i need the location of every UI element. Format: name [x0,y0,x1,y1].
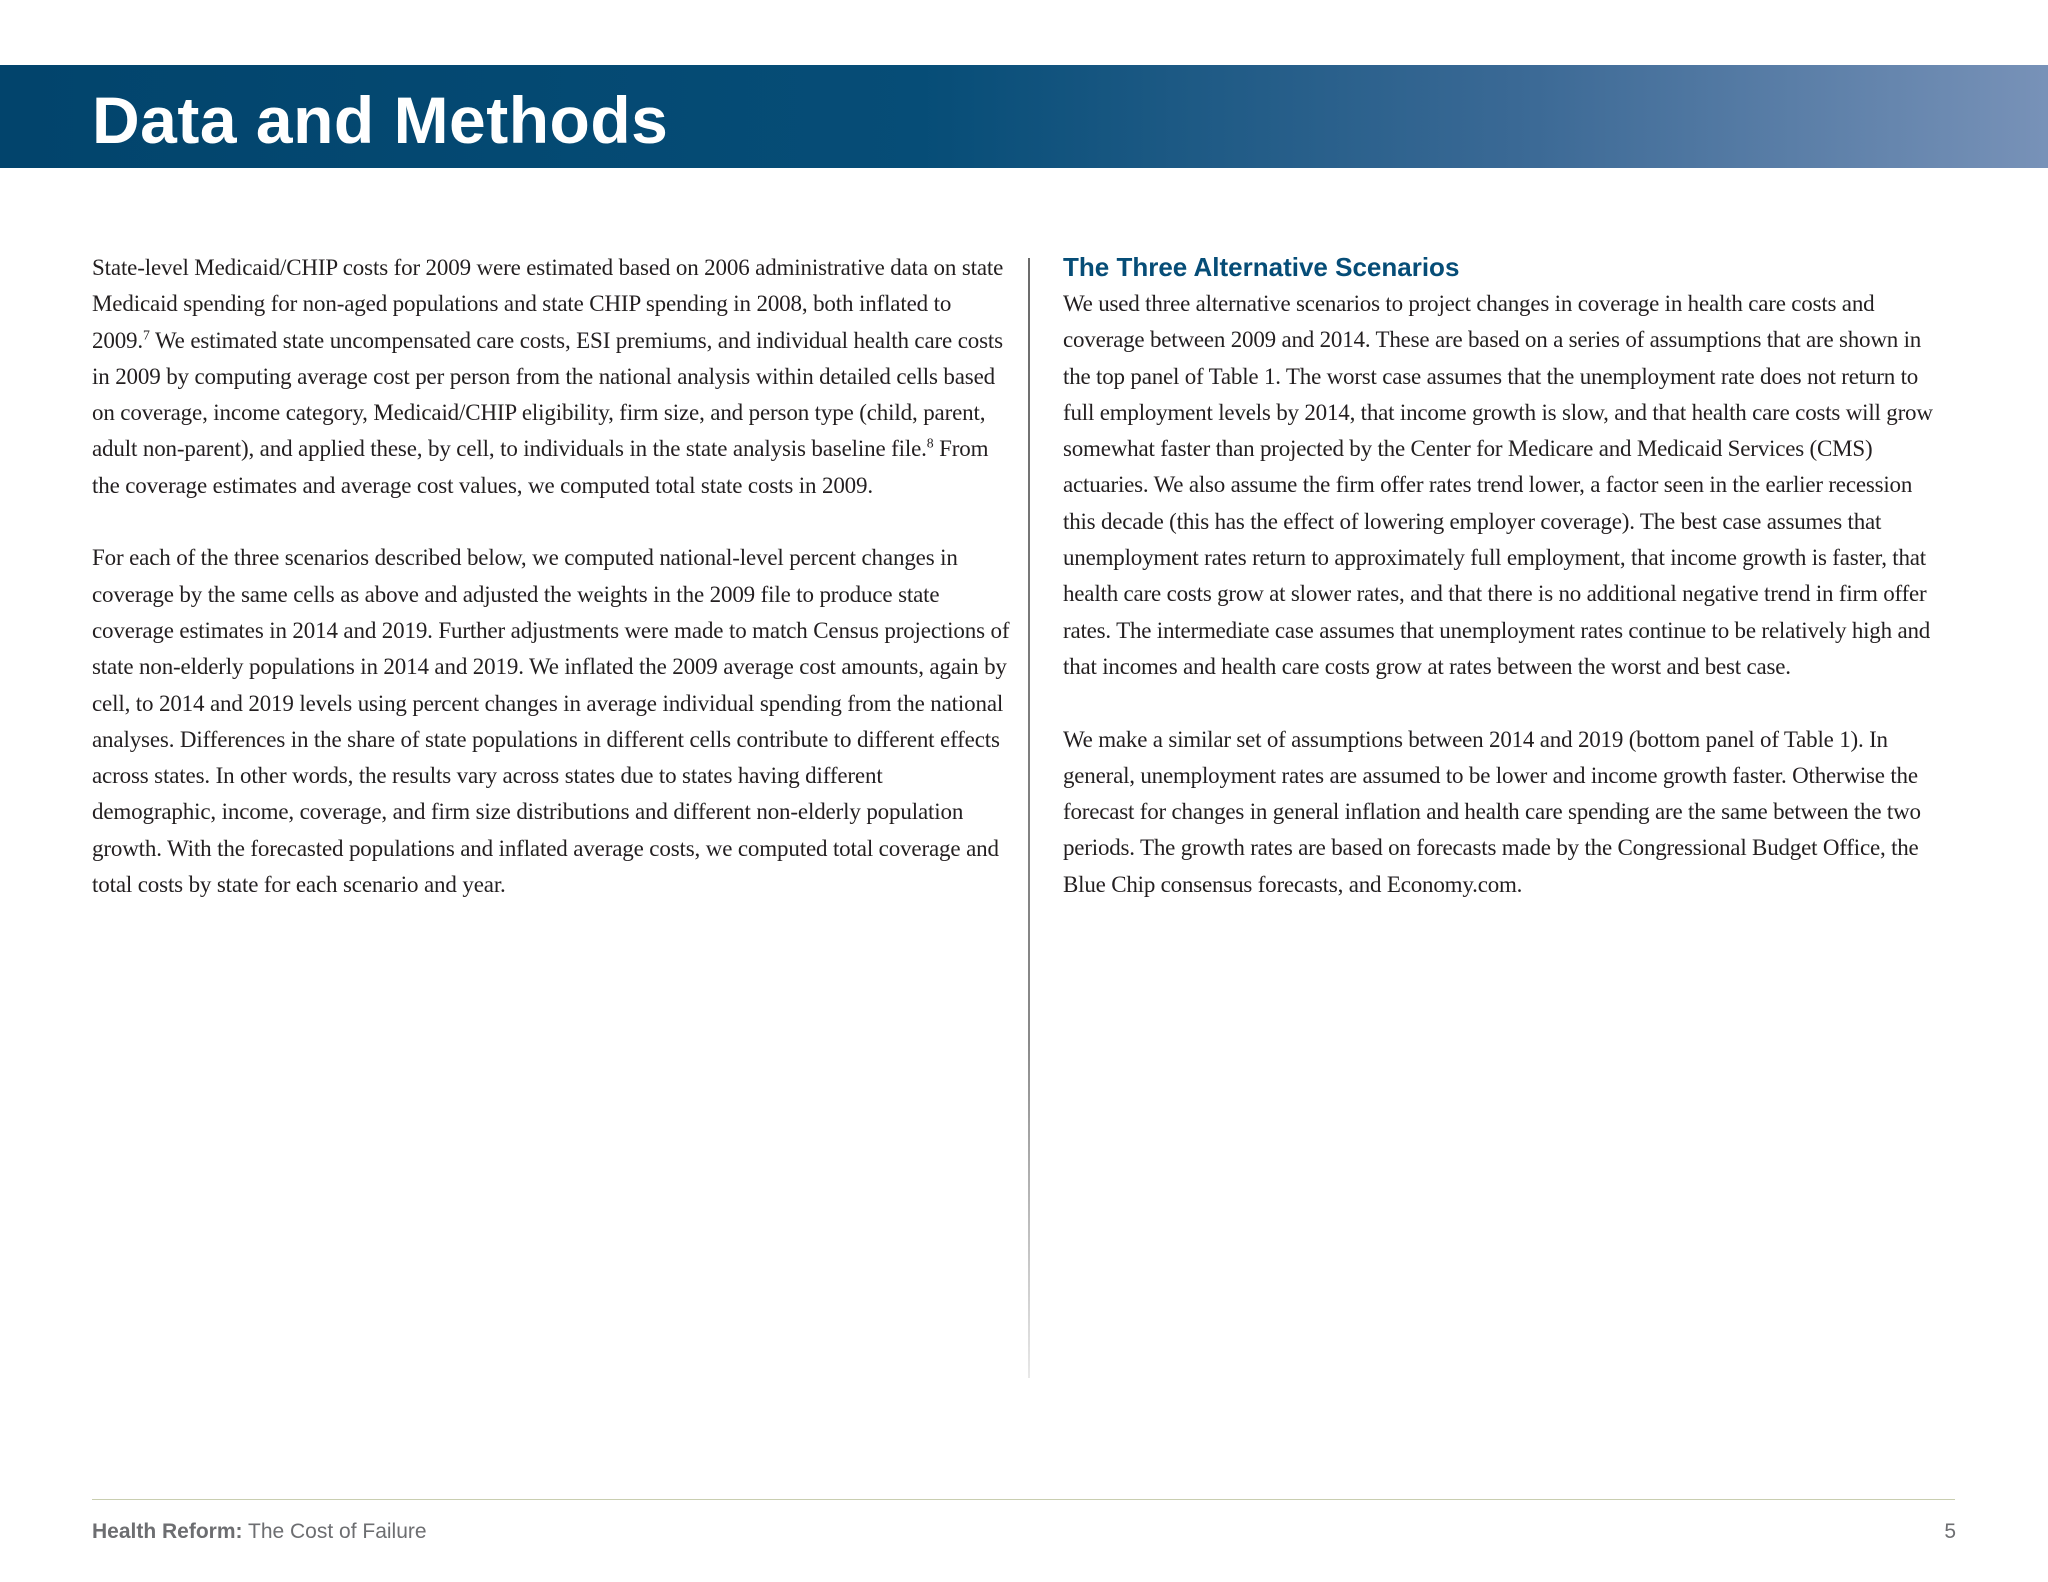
footnote-marker-8: 8 [926,435,934,451]
left-paragraph-2: For each of the three scenarios described below, we computed national-level percent changes in coverage by the same cells as above and adjusted the weights in the 2009 file to produce state coverage estimates in 2014 and 2019. Further adjustments were made to match Census projections of state non-elderly populations in 2014 and 2019. We inflated the 2009 average cost amounts, again by cell, to 2014 and 2019 levels using percent changes in average individual spending from the national analyses. Differences in the share of state populations in different cells contribute to different effects across states. In other words, the results vary across states due to states having different demographic, income, coverage, and firm size distributions and different non-elderly population growth. With the forecasted populations and inflated average costs, we computed total coverage and total costs by state for each scenario and year. [92,545,1010,898]
left-paragraph-1-part-b: We estimated state uncompensated care costs, ESI premiums, and individual health care costs in 2009 by computing average cost per person from the national analysis within detailed cells based on coverage, income category, Medicaid/CHIP eligibility, firm size, and person type (child, parent, adult non-parent), and applied these, by cell, to individuals in the state analysis baseline file. [92,327,1003,462]
footer-publication-title [92,1518,427,1546]
left-paragraph-1-part-c: From the coverage estimates and average cost values, we computed total state costs in 2009. [92,436,989,498]
right-paragraph-1: We used three alternative scenarios to project changes in coverage in health care costs and coverage between 2009 and 2014. These are based on a series of assumptions that are shown in the top panel of Table 1. The worst case assumes that the unemployment rate does not return to full employment levels by 2014, that income growth is slow, and that health care costs will grow somewhat faster than projected by the Center for Medicare and Medicaid Services (CMS) actuaries. We also assume the firm offer rates trend lower, a factor seen in the earlier recession this decade (this has the effect of lowering employer coverage). The best case assumes that unemployment rates return to approximately full employment, that income growth is faster, that health care costs grow at slower rates, and that there is no additional negative trend in firm offer rates. The intermediate case assumes that unemployment rates continue to be relatively high and that incomes and health care costs grow at rates between the worst and best case. [1063,291,1933,679]
footer-publication-rest: The Cost of Failure [242,1520,427,1543]
right-paragraph-2: We make a similar set of assumptions between 2014 and 2019 (bottom panel of Table 1). In general, unemployment rates are assumed to be lower and income growth faster. Otherwise the forecast for changes in general inflation and health care spending are the same between the two periods. The growth rates are based on forecasts made by the Congressional Budget Office, the Blue Chip consensus forecasts, and Economy.com. [1063,726,1921,897]
section-heading: The Three Alternative Scenarios [1063,252,1460,282]
footer-rule [92,1499,1955,1500]
footer-publication-bold: Health Reform: [92,1520,243,1543]
column-divider [1028,258,1030,1378]
left-column [92,250,1012,940]
left-paragraph-1-part-a: State-level Medicaid/CHIP costs for 2009 were estimated based on 2006 administrative data on state Medicaid spending for non-aged populations and state CHIP spending in 2008, both inflated to 2009. [92,255,1004,353]
left-paragraph-1 [92,250,1012,504]
page-title: Data and Methods [92,83,669,157]
page-number: 5 [1944,1520,1956,1543]
right-column [1063,250,1943,939]
footnote-marker-7: 7 [143,326,150,342]
